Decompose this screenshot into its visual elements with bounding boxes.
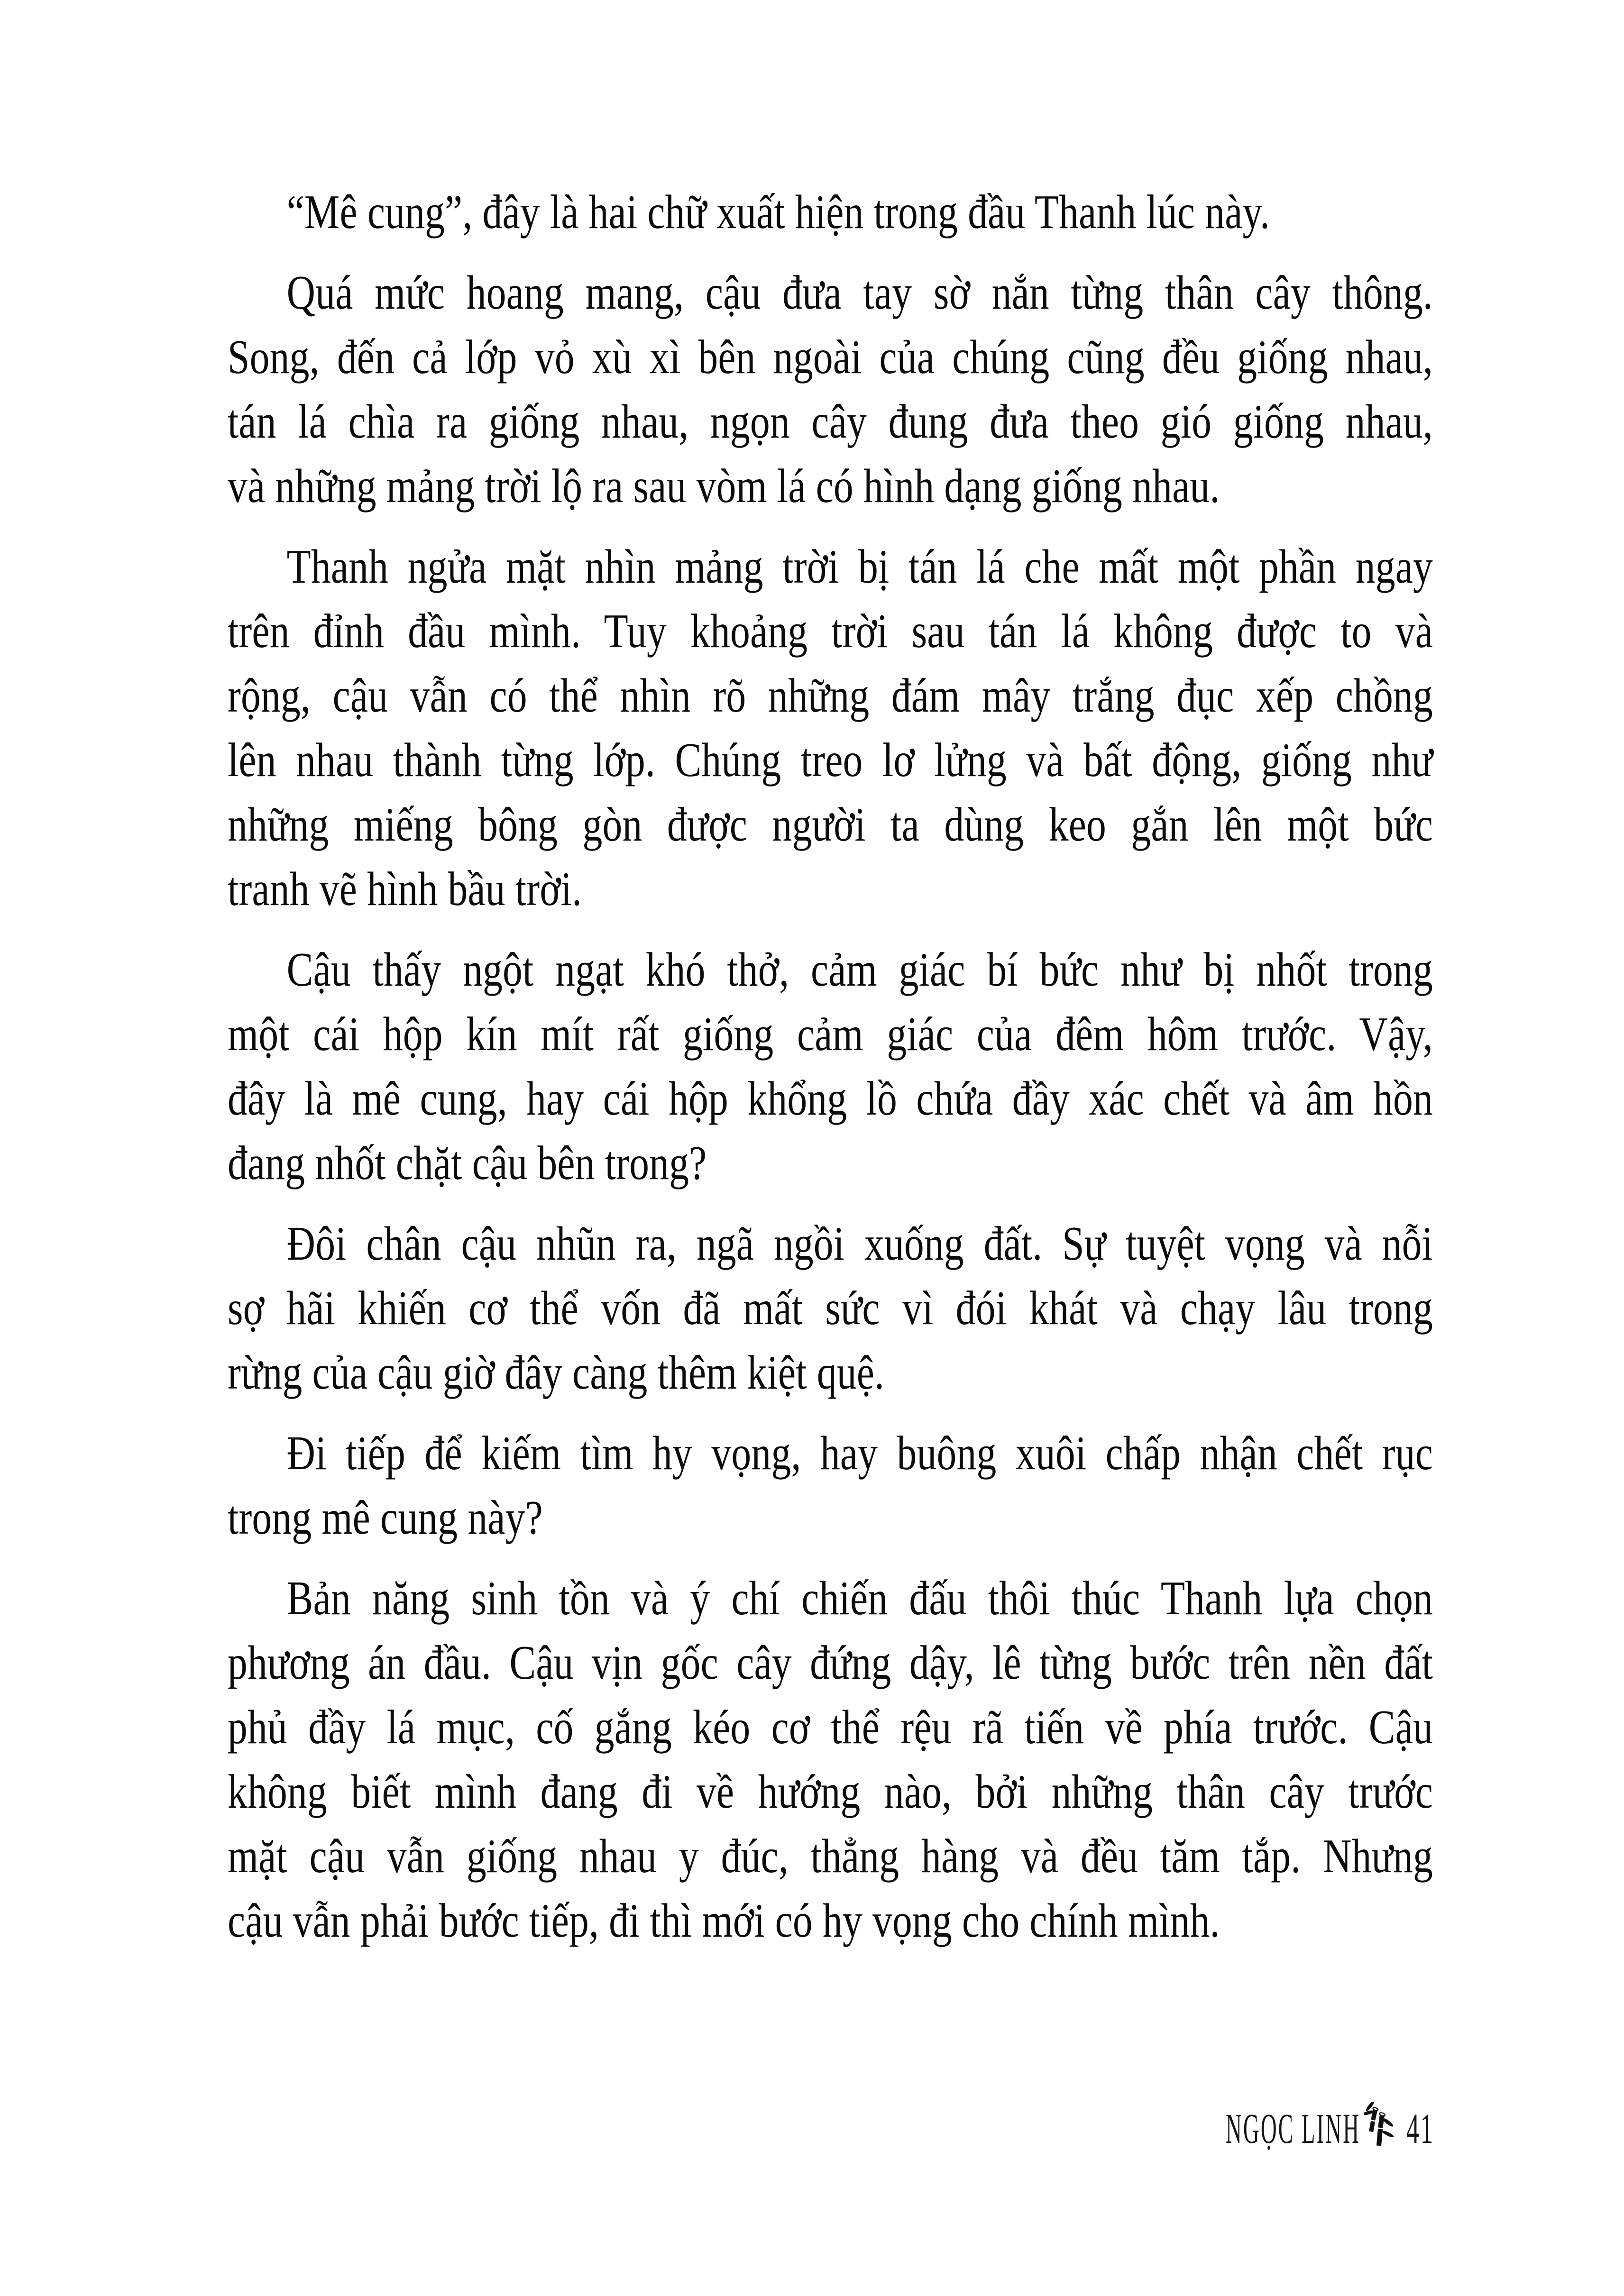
paragraph xyxy=(228,261,1433,519)
text-line: “Mê cung”, đây là hai chữ xuất hiện trong đầu Thanh lúc này. xyxy=(286,185,1270,239)
text-line: Đi tiếp để kiếm tìm hy vọng, hay buông xuôi chấp nhận chết rục xyxy=(286,1427,1433,1480)
text-line: mặt cậu vẫn giống nhau y đúc, thẳng hàng và đều tăm tắp. Nhưng xyxy=(228,1829,1433,1883)
text-line: một cái hộp kín mít rất giống cảm giác của đêm hôm trước. Vậy, xyxy=(228,1007,1433,1061)
paragraph xyxy=(228,180,1433,245)
text-line: rừng của cậu giờ đây càng thêm kiệt quệ. xyxy=(228,1346,885,1400)
text-line: cậu vẫn phải bước tiếp, đi thì mới có hy vọng cho chính mình. xyxy=(228,1894,1220,1948)
text-line: Cậu thấy ngột ngạt khó thở, cảm giác bí bức như bị nhốt trong xyxy=(286,943,1433,997)
paragraph xyxy=(228,1566,1433,1953)
text-line: và những mảng trời lộ ra sau vòm lá có hình dạng giống nhau. xyxy=(228,459,1220,513)
text-line: đang nhốt chặt cậu bên trong? xyxy=(228,1136,707,1190)
text-line: Song, đến cả lớp vỏ xù xì bên ngoài của chúng cũng đều giống nhau, xyxy=(228,330,1433,384)
text-line: trong mê cung này? xyxy=(228,1491,543,1545)
paragraph xyxy=(228,1212,1433,1405)
text-line: Bản năng sinh tồn và ý chí chiến đấu thôi thúc Thanh lựa chọn xyxy=(286,1572,1433,1625)
text-line: những miếng bông gòn được người ta dùng keo gắn lên một bức xyxy=(228,798,1433,851)
text-line: phương án đầu. Cậu vịn gốc cây đứng dậy, lê từng bước trên nền đất xyxy=(228,1636,1433,1690)
paragraph xyxy=(228,1421,1433,1550)
text-line: rộng, cậu vẫn có thể nhìn rõ những đám mây trắng đục xếp chồng xyxy=(228,669,1433,723)
text-line: Thanh ngửa mặt nhìn mảng trời bị tán lá che mất một phần ngay xyxy=(286,540,1433,594)
text-line: tranh vẽ hình bầu trời. xyxy=(228,862,582,916)
text-line: lên nhau thành từng lớp. Chúng treo lơ lửng và bất động, giống như xyxy=(228,733,1433,787)
page-text xyxy=(228,180,1433,1969)
author-name: NGỌC LINH xyxy=(1226,2105,1361,2152)
paragraph xyxy=(228,535,1433,922)
text-line: phủ đầy lá mục, cố gắng kéo cơ thể rệu rã tiến về phía trước. Cậu xyxy=(228,1701,1433,1754)
text-line: trên đỉnh đầu mình. Tuy khoảng trời sau tán lá không được to và xyxy=(228,604,1433,658)
paragraph xyxy=(228,938,1433,1196)
text-line: đây là mê cung, hay cái hộp khổng lồ chứa đầy xác chết và âm hồn xyxy=(228,1072,1433,1125)
bamboo-icon xyxy=(1364,2102,1395,2147)
text-line: Đôi chân cậu nhũn ra, ngã ngồi xuống đất. Sự tuyệt vọng và nỗi xyxy=(286,1217,1433,1271)
text-line: Quá mức hoang mang, cậu đưa tay sờ nắn từng thân cây thông. xyxy=(286,266,1433,320)
text-line: sợ hãi khiến cơ thể vốn đã mất sức vì đói khát và chạy lâu trong xyxy=(228,1281,1433,1335)
text-line: không biết mình đang đi về hướng nào, bởi những thân cây trước xyxy=(228,1765,1433,1819)
page-number: 41 xyxy=(1406,2105,1434,2152)
text-line: tán lá chìa ra giống nhau, ngọn cây đung đưa theo gió giống nhau, xyxy=(228,395,1433,448)
